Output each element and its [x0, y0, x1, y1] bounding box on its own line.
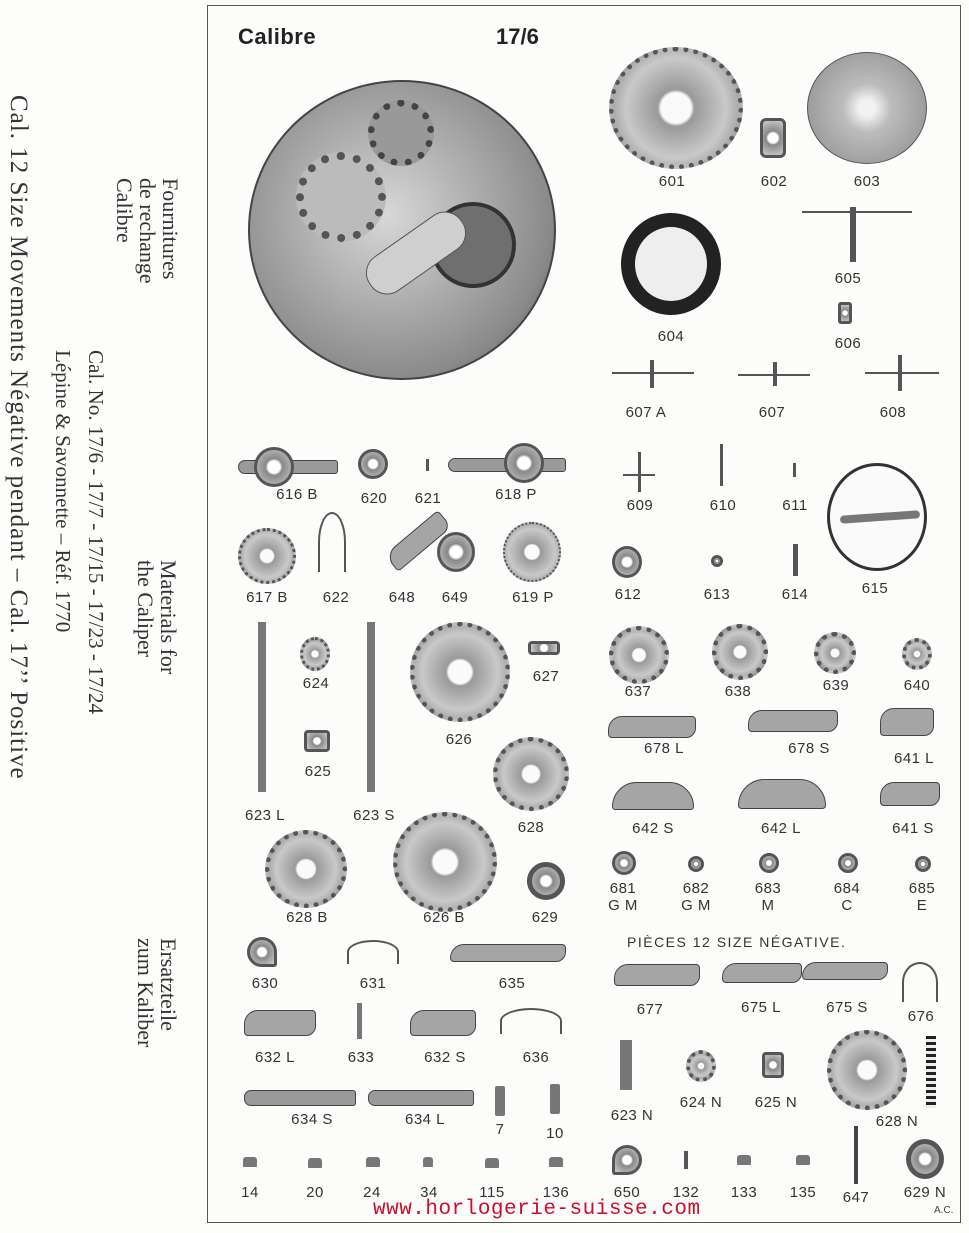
part-626b-label: 626 B [423, 909, 465, 926]
screw-24-image [366, 1157, 380, 1167]
part-637-image [609, 626, 669, 684]
part-650-image [612, 1145, 642, 1175]
screw-133-image [737, 1155, 751, 1165]
part-648-label: 648 [388, 589, 416, 606]
artist-initials: A.C. [934, 1205, 954, 1216]
part-607a-label: 607 A [625, 404, 667, 421]
crown-wheel-image [368, 100, 434, 166]
part-601-label: 601 [658, 173, 686, 190]
part-675l-label: 675 L [740, 999, 782, 1016]
jewel-681-label: 681 G M [608, 880, 638, 914]
calibre-reference-line: Lépine & Savonnette – Réf. 1770 [51, 350, 75, 633]
part-647-image [854, 1126, 858, 1184]
fournitures-line: de rechange [135, 178, 160, 284]
part-675s-image [802, 962, 888, 980]
part-641s-label: 641 S [892, 820, 934, 837]
part-619p-image [503, 522, 561, 582]
part-612-label: 612 [614, 586, 642, 603]
part-607a-pinion-image [650, 360, 654, 388]
part-621-label: 621 [414, 490, 442, 507]
part-610-image [720, 444, 723, 486]
part-676-label: 676 [907, 1008, 935, 1025]
part-612-image [612, 546, 642, 578]
part-613-label: 613 [703, 586, 731, 603]
calibre-numbers-caption [46, 350, 112, 714]
spring-coil-image [926, 1036, 936, 1108]
part-622-image [318, 512, 346, 572]
ersatzteile-caption [134, 938, 180, 1047]
movement-photo [248, 80, 556, 380]
part-642s-image [612, 782, 694, 810]
balance-bar-image [840, 510, 920, 524]
barrel-wheel-image [296, 152, 386, 242]
part-132-image [684, 1151, 688, 1169]
part-620-label: 620 [360, 490, 388, 507]
jewel-682-image [688, 856, 704, 872]
part-623n-image [620, 1040, 632, 1090]
part-615-label: 615 [861, 580, 889, 597]
part-634s-image [244, 1090, 356, 1106]
part-642s-label: 642 S [632, 820, 674, 837]
part-629-image [527, 862, 565, 900]
screw-34-label: 34 [420, 1184, 438, 1201]
part-650-label: 650 [613, 1184, 641, 1201]
part-626-image [410, 622, 510, 722]
screw-133-label: 133 [730, 1184, 758, 1201]
part-629n-image [906, 1139, 944, 1179]
part-132-label: 132 [672, 1184, 700, 1201]
part-640-label: 640 [903, 677, 931, 694]
part-637-label: 637 [624, 683, 652, 700]
part-607-pinion-image [773, 362, 777, 386]
screw-135-image [796, 1155, 810, 1165]
materials-line: Materials for [156, 560, 181, 675]
part-622-label: 622 [322, 589, 350, 606]
part-625-label: 625 [304, 763, 332, 780]
part-603-label: 603 [853, 173, 881, 190]
screw-115-image [485, 1158, 499, 1168]
part-617b-image [238, 528, 296, 584]
part-636-label: 636 [522, 1049, 550, 1066]
screw-136-image [549, 1157, 563, 1167]
part-602-image [760, 118, 786, 158]
jewel-681-image [612, 851, 636, 875]
part-623n-label: 623 N [610, 1107, 654, 1124]
screw-34-image [423, 1157, 433, 1167]
part-628n-image [827, 1030, 907, 1110]
part-625n-label: 625 N [754, 1094, 798, 1111]
movements-caption [4, 95, 32, 780]
part-605-arbor-image [802, 211, 912, 213]
website-watermark: www.horlogerie-suisse.com [373, 1198, 701, 1221]
part-609-image [638, 452, 641, 492]
part-635-image [450, 944, 566, 962]
part-624-image [300, 637, 330, 671]
materials-caption [134, 560, 180, 674]
part-641l-image [880, 708, 934, 736]
part-629n-label: 629 N [903, 1184, 947, 1201]
screw-20-label: 20 [306, 1184, 324, 1201]
part-678s-image [748, 710, 838, 732]
part-633-image [357, 1003, 362, 1039]
part-609-arbor-image [623, 474, 655, 476]
part-675l-image [722, 963, 802, 983]
part-604-label: 604 [657, 328, 685, 345]
part-678s-label: 678 S [788, 740, 830, 757]
jewel-683-image [759, 853, 779, 873]
part-628-image [493, 737, 569, 811]
part-603-image [807, 52, 927, 164]
part-649-image [437, 532, 475, 572]
calibre-title: Calibre [238, 24, 317, 49]
part-601-image [609, 47, 743, 169]
part-608-label: 608 [879, 404, 907, 421]
screw-7-label: 7 [495, 1121, 505, 1138]
part-638-label: 638 [724, 683, 752, 700]
materials-line: the Caliper [133, 560, 158, 658]
part-618p-ring-image [504, 443, 544, 483]
calibre-number: 17/6 [496, 24, 539, 49]
part-613-image [711, 555, 723, 567]
part-632s-label: 632 S [424, 1049, 466, 1066]
part-623s-image [367, 622, 375, 792]
part-610-label: 610 [709, 497, 737, 514]
part-611-label: 611 [782, 497, 808, 514]
part-623l-image [258, 622, 266, 792]
part-677-image [614, 964, 700, 986]
ersatzteile-line: Ersatzteile [156, 938, 181, 1031]
part-630-label: 630 [251, 975, 279, 992]
part-609-label: 609 [626, 497, 654, 514]
part-608-pinion-image [898, 355, 902, 391]
part-626-label: 626 [445, 731, 473, 748]
part-677-label: 677 [636, 1001, 664, 1018]
movements-line: Cal. 12 Size Movements Négative pendant – Cal. 17’’ Positive [5, 95, 32, 780]
part-608-image [865, 372, 939, 374]
part-628b-label: 628 B [286, 909, 328, 926]
part-628n-label: 628 N [875, 1113, 919, 1130]
plate-divider [207, 407, 213, 419]
part-614-image [793, 544, 798, 576]
part-641l-label: 641 L [893, 750, 935, 767]
part-624n-image [686, 1050, 716, 1082]
part-638-image [712, 624, 768, 680]
part-676-image [902, 962, 938, 1002]
ersatzteile-line: zum Kaliber [133, 938, 158, 1048]
part-630-image [247, 937, 277, 967]
screw-10-label: 10 [546, 1125, 564, 1142]
part-631-label: 631 [359, 975, 387, 992]
part-625-image [304, 730, 330, 752]
fournitures-line: Fournitures [158, 178, 183, 280]
part-627-image [528, 641, 560, 655]
screw-10-image [550, 1084, 560, 1114]
part-623s-label: 623 S [353, 807, 395, 824]
screw-14-label: 14 [241, 1184, 259, 1201]
part-632l-image [244, 1010, 316, 1036]
screw-115-label: 115 [479, 1184, 505, 1201]
part-642l-image [738, 779, 826, 809]
pieces-12-size-header: PIÈCES 12 SIZE NÉGATIVE. [627, 934, 847, 950]
part-618p-label: 618 P [495, 486, 537, 503]
part-634l-image [368, 1090, 474, 1106]
screw-20-image [308, 1158, 322, 1168]
part-626b-image [393, 812, 497, 912]
screw-7-image [495, 1086, 505, 1116]
part-614-label: 614 [781, 586, 809, 603]
part-640-image [902, 638, 932, 670]
fournitures-caption [113, 178, 182, 284]
part-621-image [426, 459, 429, 471]
part-611-image [793, 463, 796, 477]
screw-14-image [243, 1157, 257, 1167]
part-634s-label: 634 S [291, 1111, 333, 1128]
part-639-image [814, 632, 856, 674]
part-624n-label: 624 N [679, 1094, 723, 1111]
part-634l-label: 634 L [404, 1111, 446, 1128]
part-616b-label: 616 B [276, 486, 318, 503]
part-606-label: 606 [834, 335, 862, 352]
part-627-label: 627 [532, 668, 560, 685]
screw-136-label: 136 [542, 1184, 570, 1201]
jewel-685-image [915, 856, 931, 872]
part-628b-image [265, 830, 347, 908]
screw-24-label: 24 [363, 1184, 381, 1201]
part-649-label: 649 [441, 589, 469, 606]
jewel-684-image [838, 853, 858, 873]
part-639-label: 639 [822, 677, 850, 694]
part-619p-label: 619 P [512, 589, 554, 606]
part-636-image [500, 1008, 562, 1034]
part-625n-image [762, 1052, 784, 1078]
jewel-683-label: 683 M [754, 880, 782, 914]
part-632l-label: 632 L [254, 1049, 296, 1066]
part-615-image [827, 463, 927, 571]
screw-135-label: 135 [789, 1184, 817, 1201]
part-628-label: 628 [517, 819, 545, 836]
part-617b-label: 617 B [246, 589, 288, 606]
jewel-685-label: 685 E [908, 880, 936, 914]
part-678l-image [608, 716, 696, 738]
part-647-label: 647 [842, 1189, 870, 1206]
part-605-label: 605 [834, 270, 862, 287]
part-675s-label: 675 S [826, 999, 868, 1016]
part-678l-label: 678 L [643, 740, 685, 757]
part-632s-image [410, 1010, 476, 1036]
part-624-label: 624 [302, 675, 330, 692]
jewel-682-label: 682 G M [681, 880, 711, 914]
part-620-image [358, 449, 388, 479]
part-606-image [838, 302, 852, 324]
part-631-image [347, 940, 399, 964]
fournitures-line: Calibre [112, 178, 137, 243]
part-633-label: 633 [347, 1049, 375, 1066]
part-604-image [621, 213, 721, 315]
part-602-label: 602 [760, 173, 788, 190]
part-642l-label: 642 L [760, 820, 802, 837]
part-641s-image [880, 782, 940, 806]
jewel-684-label: 684 C [833, 880, 861, 914]
part-635-label: 635 [498, 975, 526, 992]
part-629-label: 629 [531, 909, 559, 926]
part-616b-ring-image [254, 447, 294, 487]
part-623l-label: 623 L [244, 807, 286, 824]
part-605-image [850, 207, 856, 262]
part-607-label: 607 [758, 404, 786, 421]
calibre-numbers-line: Cal. No. 17/6 - 17/7 - 17/15 - 17/23 - 17/24 [84, 350, 108, 714]
